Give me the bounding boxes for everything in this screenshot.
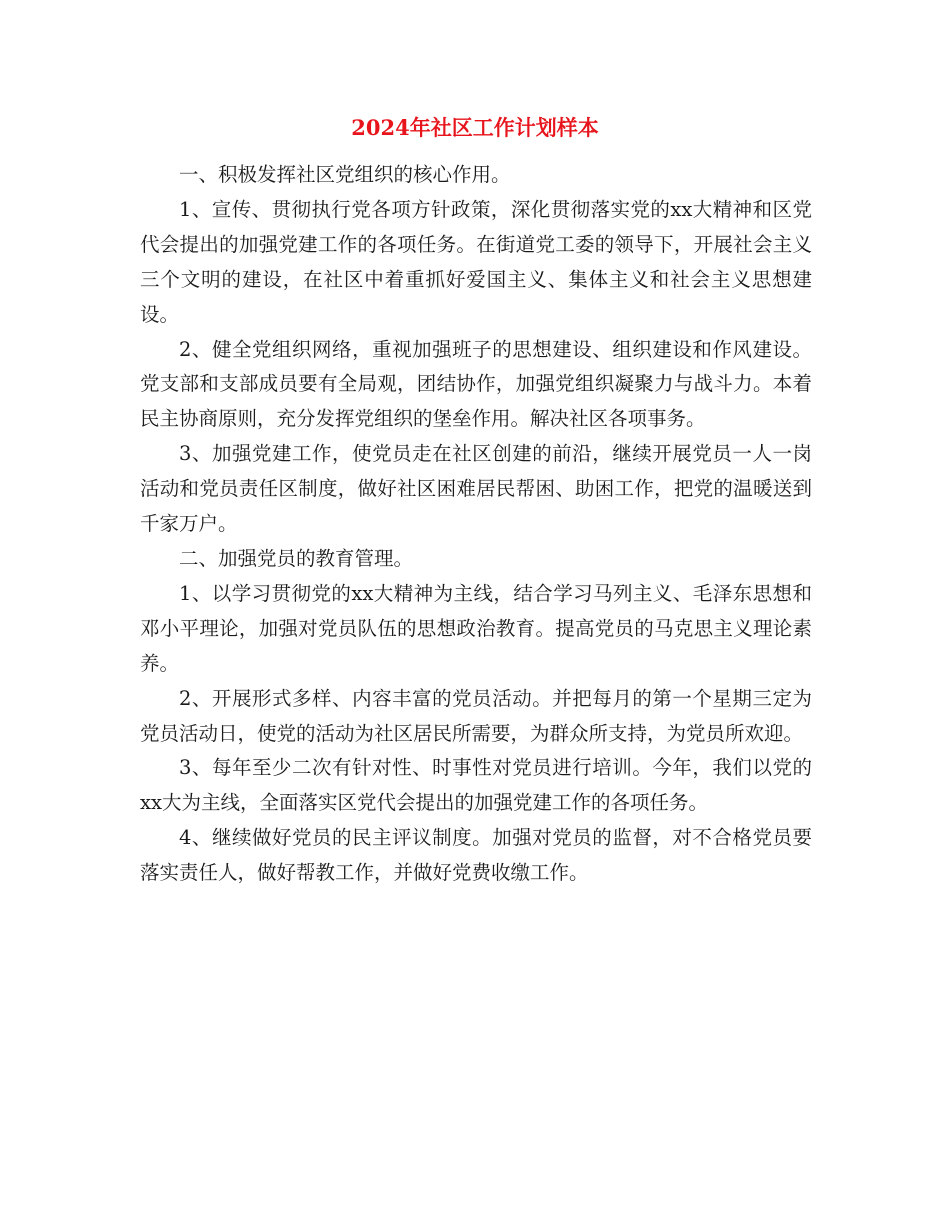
section-heading-1: 一、积极发挥社区党组织的核心作用。 [179, 163, 511, 186]
document-body [140, 158, 812, 891]
paragraph: 3、加强党建工作，使党员走在社区创建的前沿，继续开展党员一人一岗活动和党员责任区制度，做好社区困难居民帮困、助困工作，把党的温暖送到千家万户。 [140, 442, 812, 536]
paragraph: 4、继续做好党员的民主评议制度。加强对党员的监督，对不合格党员要落实责任人，做好帮教工作，并做好党费收缴工作。 [140, 826, 812, 885]
document-title: 2024年社区工作计划样本 [351, 115, 599, 140]
paragraph: 3、每年至少二次有针对性、时事性对党员进行培训。今年，我们以党的xx大为主线，全面落实区党代会提出的加强党建工作的各项任务。 [140, 756, 812, 815]
paragraph: 2、开展形式多样、内容丰富的党员活动。并把每月的第一个星期三定为党员活动日，使党的活动为社区居民所需要，为群众所支持，为党员所欢迎。 [140, 686, 812, 745]
section-heading-2: 二、加强党员的教育管理。 [179, 546, 414, 570]
paragraph: 2、健全党组织网络，重视加强班子的思想建设、组织建设和作风建设。党支部和支部成员要有全局观，团结协作，加强党组织凝聚力与战斗力。本着民主协商原则，充分发挥党组织的堡垒作用。解决社区各项事务。 [140, 337, 812, 431]
paragraph: 1、宣传、贯彻执行党各项方针政策，深化贯彻落实党的xx大精神和区党代会提出的加强党建工作的各项任务。在街道党工委的领导下，开展社会主义三个文明的建设，在社区中着重抓好爱国主义、集体主义和社会主义思想建设。 [140, 197, 812, 326]
paragraph: 1、以学习贯彻党的xx大精神为主线，结合学习马列主义、毛泽东思想和邓小平理论，加强对党员队伍的思想政治教育。提高党员的马克思主义理论素养。 [140, 581, 812, 675]
